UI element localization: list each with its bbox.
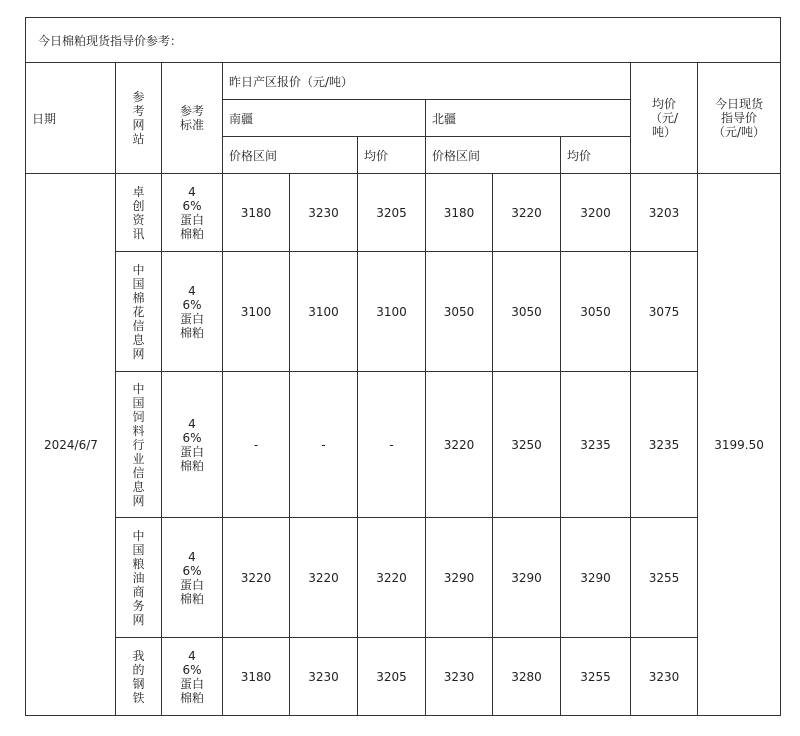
- header-date: 日期: [26, 63, 116, 174]
- header-north-avg: 均价: [561, 137, 631, 174]
- north-high: 3050: [493, 252, 561, 372]
- north-avg: 3050: [561, 252, 631, 372]
- standard-cell: 46%蛋白棉粕: [162, 638, 223, 716]
- north-low: 3290: [426, 518, 493, 638]
- south-high: 3220: [290, 518, 358, 638]
- south-avg: 3220: [358, 518, 426, 638]
- south-high: 3100: [290, 252, 358, 372]
- site-cell: 中国粮油商务网: [116, 518, 162, 638]
- header-yesterday: 昨日产区报价（元/吨）: [223, 63, 631, 100]
- site-cell: 卓创资讯: [116, 174, 162, 252]
- south-low: 3220: [223, 518, 290, 638]
- site-cell: 中国饲料行业信息网: [116, 372, 162, 518]
- avg-cell: 3075: [631, 252, 698, 372]
- table-row: [26, 518, 781, 638]
- header-north: 北疆: [426, 100, 631, 137]
- standard-cell: 46%蛋白棉粕: [162, 174, 223, 252]
- site-cell: 我的钢铁: [116, 638, 162, 716]
- avg-cell: 3230: [631, 638, 698, 716]
- table-row: [26, 174, 781, 252]
- header-south-avg: 均价: [358, 137, 426, 174]
- south-avg: 3205: [358, 174, 426, 252]
- standard-cell: 46%蛋白棉粕: [162, 372, 223, 518]
- south-low: -: [223, 372, 290, 518]
- north-low: 3220: [426, 372, 493, 518]
- header-avg: 均价（元/吨）: [631, 63, 698, 174]
- north-avg: 3235: [561, 372, 631, 518]
- north-avg: 3290: [561, 518, 631, 638]
- avg-cell: 3235: [631, 372, 698, 518]
- header-site: 参考网站: [116, 63, 162, 174]
- north-low: 3230: [426, 638, 493, 716]
- north-high: 3280: [493, 638, 561, 716]
- date-cell: 2024/6/7: [26, 174, 116, 716]
- north-low: 3180: [426, 174, 493, 252]
- north-high: 3220: [493, 174, 561, 252]
- north-avg: 3200: [561, 174, 631, 252]
- south-high: 3230: [290, 638, 358, 716]
- price-table: [25, 17, 781, 716]
- header-north-range: 价格区间: [426, 137, 561, 174]
- table-row: [26, 372, 781, 518]
- table-row: [26, 252, 781, 372]
- south-avg: 3100: [358, 252, 426, 372]
- standard-cell: 46%蛋白棉粕: [162, 518, 223, 638]
- south-low: 3100: [223, 252, 290, 372]
- south-low: 3180: [223, 174, 290, 252]
- south-low: 3180: [223, 638, 290, 716]
- north-high: 3250: [493, 372, 561, 518]
- table-row: [26, 638, 781, 716]
- standard-cell: 46%蛋白棉粕: [162, 252, 223, 372]
- header-south-range: 价格区间: [223, 137, 358, 174]
- today-price-cell: 3199.50: [698, 174, 781, 716]
- header-standard: 参考标准: [162, 63, 223, 174]
- north-low: 3050: [426, 252, 493, 372]
- avg-cell: 3203: [631, 174, 698, 252]
- site-cell: 中国棉花信息网: [116, 252, 162, 372]
- south-avg: 3205: [358, 638, 426, 716]
- south-avg: -: [358, 372, 426, 518]
- header-today-price: 今日现货指导价（元/吨）: [698, 63, 781, 174]
- north-avg: 3255: [561, 638, 631, 716]
- avg-cell: 3255: [631, 518, 698, 638]
- header-south: 南疆: [223, 100, 426, 137]
- south-high: 3230: [290, 174, 358, 252]
- north-high: 3290: [493, 518, 561, 638]
- south-high: -: [290, 372, 358, 518]
- table-title: 今日棉粕现货指导价参考：: [26, 18, 781, 63]
